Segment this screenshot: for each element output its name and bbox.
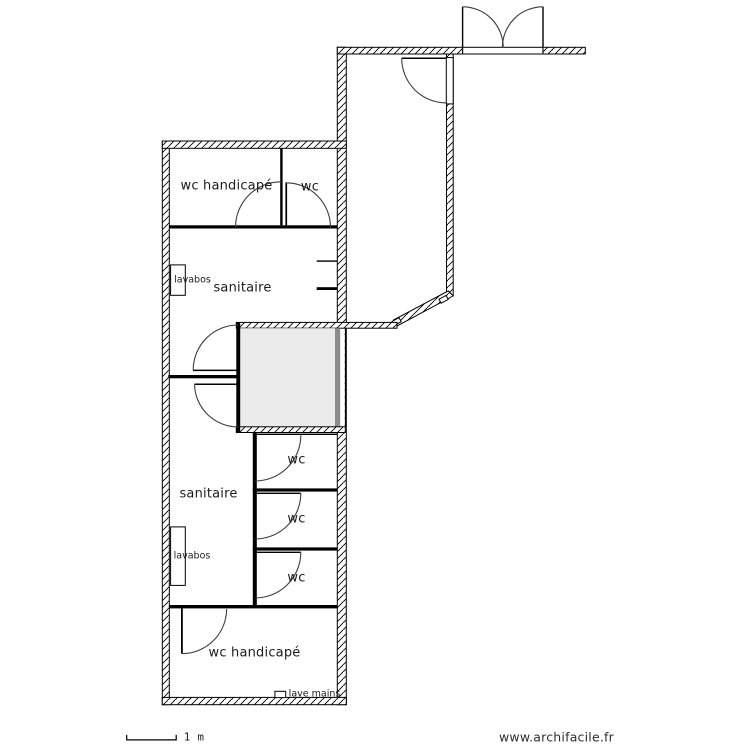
door-leaf-entrance-right: [542, 7, 543, 48]
wall-left: [162, 141, 169, 705]
watermark-link: www.archifacile.fr: [499, 729, 614, 744]
wall-building-top: [162, 141, 346, 148]
room-label-wc-handicape-bottom: wc handicapé: [208, 645, 301, 660]
shaft-right-edge: [335, 328, 340, 427]
wall-top-left-segment: [337, 47, 462, 54]
wall-shaft-bottom: [236, 427, 345, 433]
room-label-sanitaire-upper: sanitaire: [213, 280, 272, 295]
door-leaf-shaft-lower: [195, 384, 239, 386]
door-leaf-wc3: [255, 552, 301, 553]
wall-mid-sanitaire: [168, 375, 238, 378]
door-leaf-wc-top: [285, 183, 287, 229]
entrance-threshold: [463, 47, 543, 54]
room-label-wc-top: wc: [300, 179, 320, 194]
wall-wc1-wc2: [253, 488, 337, 491]
scale-bar: [127, 735, 177, 740]
wall-bottom-room-top: [169, 605, 337, 608]
door-arcs: [182, 7, 543, 654]
door-leaf-corridor-closed: [446, 58, 453, 104]
wall-right-outer-line: [345, 328, 347, 427]
room-label-wc2: wc: [287, 511, 306, 526]
room-label-lavabos-lower: lavabos: [173, 550, 211, 562]
door-arc-entrance-left: [463, 7, 504, 48]
door-leaf-entrance-left: [462, 7, 463, 48]
door-arc-entrance-right: [502, 7, 543, 48]
stub-thin: [317, 260, 338, 261]
door-leaf-corridor-open: [402, 58, 447, 60]
wall-wcstack-left: [253, 433, 257, 607]
wall-shaft-top: [236, 322, 397, 328]
wall-wc-divider-top: [280, 148, 282, 225]
door-leaf-wc2: [255, 493, 301, 494]
stub-thick: [317, 287, 338, 290]
room-label-lavabos-upper: lavabos: [174, 274, 211, 286]
room-label-lave-mains: lave mains: [288, 688, 341, 700]
room-label-wc3: wc: [287, 570, 306, 586]
room-label-wc-handicape-top: wc handicapé: [180, 178, 273, 194]
lave-mains-fixture: [275, 691, 286, 697]
room-label-wc1: wc: [287, 452, 306, 468]
door-arc-corridor: [402, 58, 447, 103]
wall-top-right-segment: [543, 47, 585, 54]
interior-walls: [168, 7, 543, 654]
room-label-sanitaire-lower: sanitaire: [179, 486, 238, 502]
wall-wc2-wc3: [253, 547, 337, 550]
scale-label: 1 m: [183, 730, 205, 744]
door-leaf-shaft-upper: [193, 370, 238, 372]
door-leaf-wc-handicape-bottom: [181, 608, 183, 653]
shaft-square: [236, 322, 345, 432]
wall-wc1-top: [253, 434, 337, 435]
door-arc-shaft-lower: [195, 385, 239, 427]
wall-toprow-bottom: [169, 225, 337, 228]
door-arc-shaft-upper: [193, 325, 238, 370]
shaft-fill: [240, 328, 335, 427]
